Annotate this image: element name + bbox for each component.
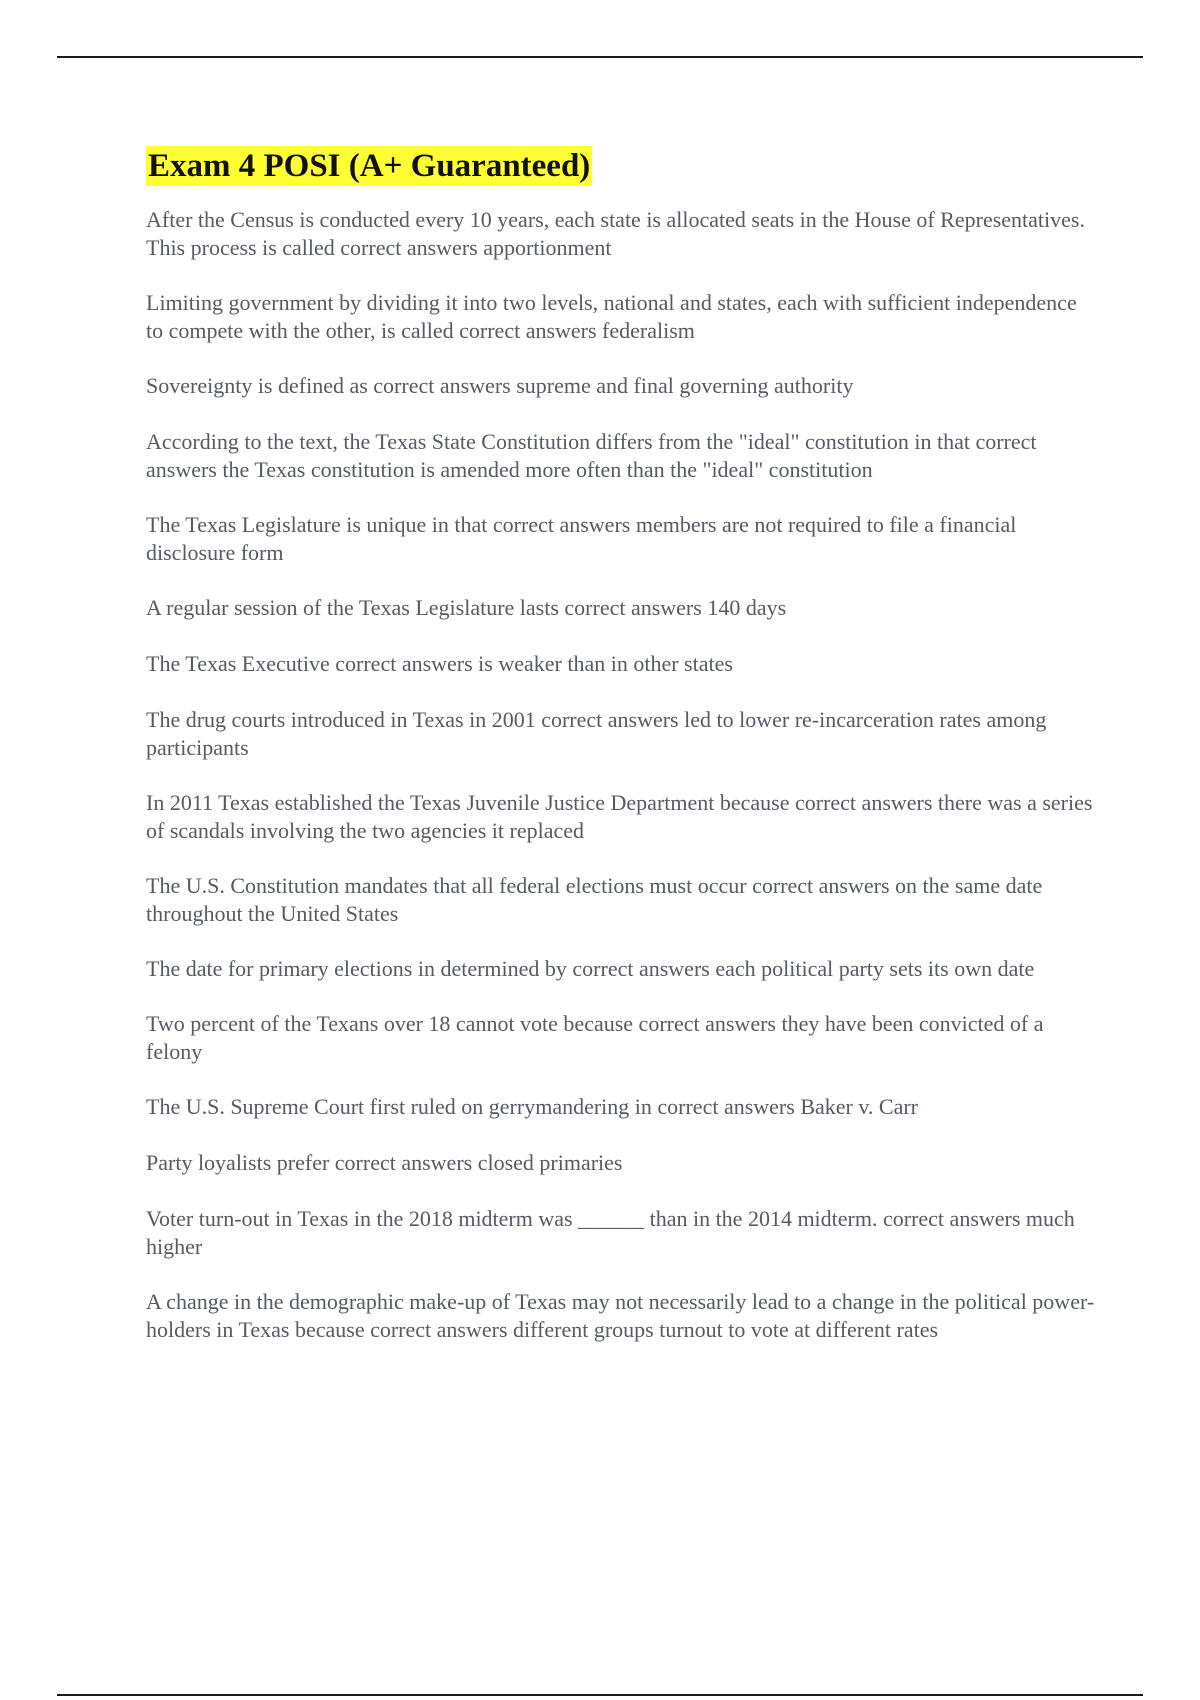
question-item: Sovereignty is defined as correct answers supreme and final governing authority <box>146 373 854 398</box>
document-body <box>146 146 1096 1371</box>
question-item: After the Census is conducted every 10 years, each state is allocated seats in the House of Representatives. This process is called correct answers apportionment <box>146 207 1085 260</box>
question-list <box>146 206 1096 1344</box>
question-item: A change in the demographic make-up of Texas may not necessarily lead to a change in the political power-holders in Texas because correct answers different groups turnout to vote at different rates <box>146 1289 1095 1342</box>
document-title: Exam 4 POSI (A+ Guaranteed) <box>148 148 591 184</box>
question-item: According to the text, the Texas State Constitution differs from the "ideal" constitution in that correct answers the Texas constitution is amended more often than the "ideal" constitution <box>146 429 1037 482</box>
question-item: The U.S. Constitution mandates that all federal elections must occur correct answers on the same date throughout the United States <box>146 873 1043 926</box>
question-item: Voter turn-out in Texas in the 2018 midterm was ______ than in the 2014 midterm. correct answers much higher <box>146 1206 1075 1259</box>
question-item: In 2011 Texas established the Texas Juvenile Justice Department because correct answers there was a series of scandals involving the two agencies it replaced <box>146 790 1093 843</box>
question-item: A regular session of the Texas Legislature lasts correct answers 140 days <box>146 595 787 620</box>
question-item: Party loyalists prefer correct answers closed primaries <box>146 1150 623 1175</box>
header-divider <box>57 56 1143 58</box>
footer-divider <box>57 1694 1143 1696</box>
question-item: Two percent of the Texans over 18 cannot vote because correct answers they have been convicted of a felony <box>146 1011 1044 1064</box>
question-item: The date for primary elections in determined by correct answers each political party sets its own date <box>146 956 1035 981</box>
question-item: Limiting government by dividing it into two levels, national and states, each with sufficient independence to compete with the other, is called correct answers federalism <box>146 290 1077 343</box>
question-item: The U.S. Supreme Court first ruled on gerrymandering in correct answers Baker v. Carr <box>146 1094 919 1119</box>
question-item: The drug courts introduced in Texas in 2001 correct answers led to lower re-incarceration rates among participants <box>146 707 1047 760</box>
question-item: The Texas Executive correct answers is weaker than in other states <box>146 651 733 676</box>
question-item: The Texas Legislature is unique in that correct answers members are not required to file a financial disclosure form <box>146 512 1017 565</box>
